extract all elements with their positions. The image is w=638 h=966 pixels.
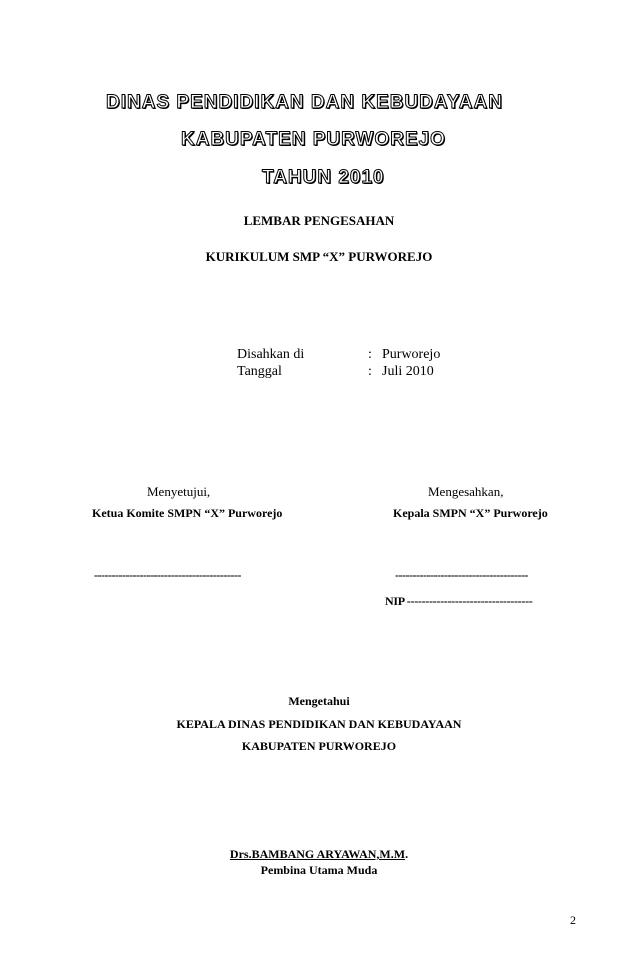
bottom-signer-role-line-1: KEPALA DINAS PENDIDIKAN DAN KEBUDAYAAN [176, 717, 462, 731]
right-signer-caption: Mengesahkan, [428, 484, 504, 499]
left-signer-role: Ketua Komite SMPN “X” Purworejo [92, 506, 283, 520]
bottom-signer-caption: Mengetahui [288, 694, 350, 708]
header-line-3: TAHUN 2010 [262, 167, 385, 188]
left-signature-line: ------------------------------------------ [94, 568, 241, 582]
field-colon-date: : [368, 364, 372, 379]
bottom-signer-name: Drs.BAMBANG ARYAWAN,M.M [229, 847, 406, 861]
bottom-signer-name-suffix: . [405, 847, 409, 861]
field-value-place: Purworejo [382, 347, 441, 362]
bottom-signer-rank: Pembina Utama Muda [260, 863, 378, 877]
page-number: 2 [570, 913, 576, 927]
document-subtitle: KURIKULUM SMP “X” PURWOREJO [205, 249, 433, 264]
right-signer-role: Kepala SMPN “X” Purworejo [393, 506, 548, 520]
field-value-date: Juli 2010 [382, 364, 434, 379]
left-signer-caption: Menyetujui, [147, 484, 211, 499]
header-line-2: KABUPATEN PURWOREJO [181, 129, 446, 150]
header-line-1: DINAS PENDIDIKAN DAN KEBUDAYAAN [106, 92, 503, 113]
field-label-place: Disahkan di [237, 347, 305, 362]
bottom-signer-role-line-2: KABUPATEN PURWOREJO [241, 739, 397, 753]
field-colon-place: : [368, 347, 372, 362]
document-title: LEMBAR PENGESAHAN [243, 213, 395, 228]
right-signer-nip: NIP ---------------------------------- [385, 594, 533, 608]
field-label-date: Tanggal [237, 364, 282, 379]
right-signature-line: -------------------------------------- [395, 568, 528, 582]
bottom-signer-name-block [0, 847, 638, 862]
